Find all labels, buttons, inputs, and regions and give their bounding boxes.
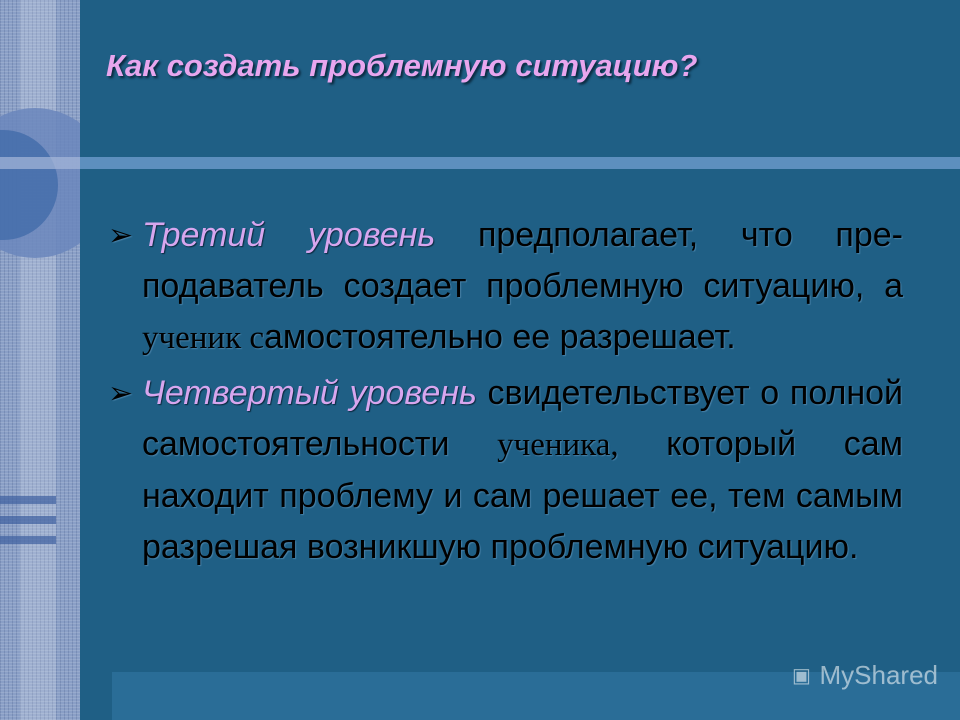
bullet-text: который сам находит проблему и сам решает ее, тем самым разрешая возникшую проблемную ситуацию. bbox=[142, 425, 903, 566]
bullet-term: Третий уровень bbox=[142, 216, 436, 254]
bullet-list bbox=[108, 210, 903, 577]
bullet-third-level bbox=[108, 210, 903, 364]
decorative-bar bbox=[0, 496, 56, 504]
watermark-text: MyShared bbox=[819, 660, 938, 690]
divider-left bbox=[0, 157, 80, 169]
title-divider bbox=[80, 157, 960, 169]
bullet-serif-word: ученика, bbox=[497, 427, 619, 463]
decorative-bar bbox=[0, 516, 56, 524]
bullet-text: свидетельствует о полной самостоятельности bbox=[142, 374, 903, 463]
slide-title: Как создать проблемную ситуацию? bbox=[106, 48, 698, 83]
arrow-bullet-icon: ➢ bbox=[108, 219, 134, 252]
bullet-term: Четвертый уровень bbox=[142, 374, 477, 412]
watermark bbox=[790, 660, 939, 691]
decorative-bar bbox=[0, 536, 56, 544]
bullet-fourth-level bbox=[108, 368, 903, 573]
bullet-serif-word: ученик с bbox=[142, 320, 264, 356]
bullet-text: амостоятельно ее разрешает. bbox=[264, 318, 736, 356]
presentation-icon: ▣ bbox=[792, 665, 811, 687]
bullet-text: предполагает, что пре-подаватель создает проблемную ситуацию, а bbox=[142, 216, 903, 305]
arrow-bullet-icon: ➢ bbox=[108, 377, 134, 410]
